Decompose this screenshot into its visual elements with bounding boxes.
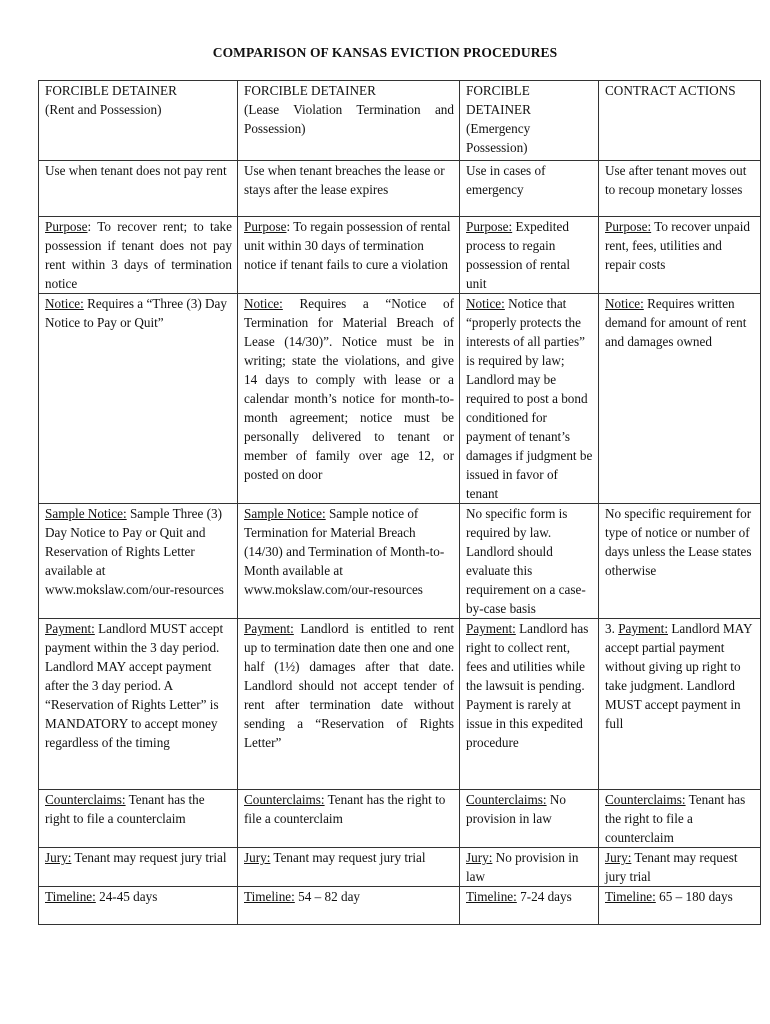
cell-label: Purpose — [244, 219, 287, 234]
header-cell-contract-actions — [599, 81, 761, 161]
cell-label: Payment: — [618, 621, 669, 636]
table-cell — [460, 161, 599, 217]
table-row-notice — [39, 294, 761, 504]
cell-text: No provision in law — [466, 792, 566, 826]
table-cell — [39, 848, 238, 887]
table-cell — [238, 294, 460, 504]
header-cell-lease-violation — [238, 81, 460, 161]
cell-text: No provision in law — [466, 850, 579, 884]
cell-text: Sample Three (3) Day Notice to Pay or Quit and Reservation of Rights Letter available at www.mokslaw.com/our-resources — [45, 506, 224, 597]
header-cell-rent-possession — [39, 81, 238, 161]
cell-text-extra: Landlord MAY accept payment after the 3 day period. A “Reservation of Rights Letter” is MANDATORY to accept money regardless of the timing — [45, 659, 219, 750]
table-cell — [238, 887, 460, 925]
table-cell — [460, 790, 599, 848]
cell-text: Tenant may request jury trial — [605, 850, 738, 884]
cell-text: To recover unpaid rent, fees, utilities and repair costs — [605, 219, 750, 272]
table-row-timeline — [39, 887, 761, 925]
table-cell — [39, 217, 238, 294]
cell-label: Counterclaims: — [45, 792, 126, 807]
table-cell — [238, 790, 460, 848]
table-row-jury — [39, 848, 761, 887]
table-cell — [599, 619, 761, 790]
table-cell — [599, 848, 761, 887]
cell-text: Tenant may request jury trial — [270, 850, 426, 865]
cell-text: 65 – 180 days — [655, 889, 733, 904]
cell-text: Tenant has the right to file a counterclaim — [45, 792, 205, 826]
table-cell — [599, 887, 761, 925]
cell-text: No specific requirement for type of notice or number of days unless the Lease states otherwise — [605, 506, 752, 578]
cell-text: Requires written demand for amount of rent and damages owned — [605, 296, 747, 349]
cell-text: Requires a “Notice of Termination for Material Breach of Lease (14/30)”. Notice must be in writing; state the violations, and give 14 days to comply with lease or a calendar month’s notice for month-to-month agreement; notice must be personally delivered to tenant or member of family over age 12, or posted on door — [244, 296, 454, 482]
table-cell — [599, 217, 761, 294]
cell-text: Use when tenant breaches the lease or stays after the lease expires — [244, 163, 445, 197]
table-cell — [238, 619, 460, 790]
cell-text: Use after tenant moves out to recoup monetary losses — [605, 163, 747, 197]
cell-label: Jury: — [605, 850, 632, 865]
cell-label: Payment: — [45, 621, 95, 636]
cell-label: Purpose — [45, 219, 88, 234]
cell-label: Sample Notice: — [45, 506, 127, 521]
column-heading: FORCIBLE DETAINER — [466, 83, 531, 117]
table-cell — [238, 217, 460, 294]
table-cell — [39, 504, 238, 619]
cell-label: Jury: — [466, 850, 493, 865]
table-cell — [599, 294, 761, 504]
column-subheading: (Lease Violation Termination and Possession) — [244, 102, 454, 136]
cell-text: Landlord MUST accept payment within the 3 day period. — [45, 621, 224, 655]
cell-prefix: 3. — [605, 621, 619, 636]
cell-text: Requires a “Three (3) Day Notice to Pay or Quit” — [45, 296, 227, 330]
cell-text: 7-24 days — [516, 889, 572, 904]
cell-label: Counterclaims: — [605, 792, 686, 807]
table-row-purpose — [39, 217, 761, 294]
cell-text: No specific form is required by law. Landlord should evaluate this requirement on a case-by-case basis — [466, 506, 586, 616]
table-cell — [238, 848, 460, 887]
header-cell-emergency — [460, 81, 599, 161]
cell-label: Jury: — [244, 850, 271, 865]
table-cell — [460, 504, 599, 619]
table-cell — [460, 619, 599, 790]
table-row-counterclaims — [39, 790, 761, 848]
cell-label: Timeline: — [605, 889, 656, 904]
cell-label: Counterclaims: — [244, 792, 325, 807]
cell-label: Purpose: — [605, 219, 652, 234]
table-row-use-when — [39, 161, 761, 217]
column-heading: CONTRACT ACTIONS — [605, 83, 736, 98]
cell-text: Landlord is entitled to rent up to termination date then one and one half (1½) damages after that date. Landlord should not accept tender of rent after termination date without sending a “Reservation of Rights Letter” — [244, 621, 454, 750]
table-body — [39, 81, 761, 925]
column-heading: FORCIBLE DETAINER — [45, 83, 177, 98]
cell-text: Notice that “properly protects the interests of all parties” is required by law; Landlord may be required to post a bond conditioned for payment of tenant’s damages if judgment be issued in favor of tenant — [466, 296, 593, 501]
cell-label: Notice: — [45, 296, 84, 311]
table-cell — [460, 217, 599, 294]
cell-label: Purpose: — [466, 219, 513, 234]
cell-text: Expedited process to regain possession of rental unit — [466, 219, 571, 291]
table-cell — [39, 161, 238, 217]
cell-text: : To recover rent; to take possession if tenant does not pay rent within 3 days of termination notice — [45, 219, 232, 291]
table-cell — [39, 790, 238, 848]
cell-label: Timeline: — [45, 889, 96, 904]
table-cell — [460, 887, 599, 925]
cell-text: Tenant has the right to file a counterclaim — [605, 792, 746, 845]
cell-text: Sample notice of Termination for Material Breach (14/30) and Termination of Month-to-Month available at www.mokslaw.com/our-resources — [244, 506, 445, 597]
table-row-payment — [39, 619, 761, 790]
cell-label: Timeline: — [466, 889, 517, 904]
cell-label: Timeline: — [244, 889, 295, 904]
table-cell — [599, 504, 761, 619]
table-row-sample-notice — [39, 504, 761, 619]
cell-label: Jury: — [45, 850, 72, 865]
table-cell — [599, 790, 761, 848]
cell-text: Tenant may request jury trial — [71, 850, 227, 865]
cell-label: Counterclaims: — [466, 792, 547, 807]
cell-text: Landlord MAY accept partial payment without giving up right to take judgment. Landlord MUST accept payment in full — [605, 621, 753, 731]
cell-text: : To regain possession of rental unit within 30 days of termination notice if tenant fails to cure a violation — [244, 219, 451, 272]
table-cell — [460, 848, 599, 887]
table-cell — [599, 161, 761, 217]
cell-label: Notice: — [244, 296, 283, 311]
column-heading: FORCIBLE DETAINER — [244, 83, 376, 98]
table-cell — [39, 887, 238, 925]
cell-text: 24-45 days — [95, 889, 158, 904]
table-cell — [238, 161, 460, 217]
table-cell — [238, 504, 460, 619]
header-row — [39, 81, 761, 161]
table-cell — [39, 619, 238, 790]
page-title: COMPARISON OF KANSAS EVICTION PROCEDURES — [212, 45, 558, 60]
cell-label: Payment: — [244, 621, 294, 636]
cell-text: Use in cases of emergency — [466, 163, 546, 197]
cell-label: Notice: — [466, 296, 505, 311]
comparison-table — [38, 80, 761, 925]
column-subheading: (Rent and Possession) — [45, 102, 162, 117]
table-cell — [460, 294, 599, 504]
table-cell — [39, 294, 238, 504]
cell-text: Use when tenant does not pay rent — [45, 163, 227, 178]
cell-label: Payment: — [466, 621, 516, 636]
cell-text: Landlord has right to collect rent, fees and utilities while the lawsuit is pending. Payment is rarely at issue in this expedited procedure — [466, 621, 589, 750]
cell-text: 54 – 82 day — [294, 889, 361, 904]
cell-label: Sample Notice: — [244, 506, 326, 521]
cell-label: Notice: — [605, 296, 644, 311]
column-subheading: (Emergency Possession) — [466, 121, 531, 155]
cell-text: Tenant has the right to file a counterclaim — [244, 792, 446, 826]
